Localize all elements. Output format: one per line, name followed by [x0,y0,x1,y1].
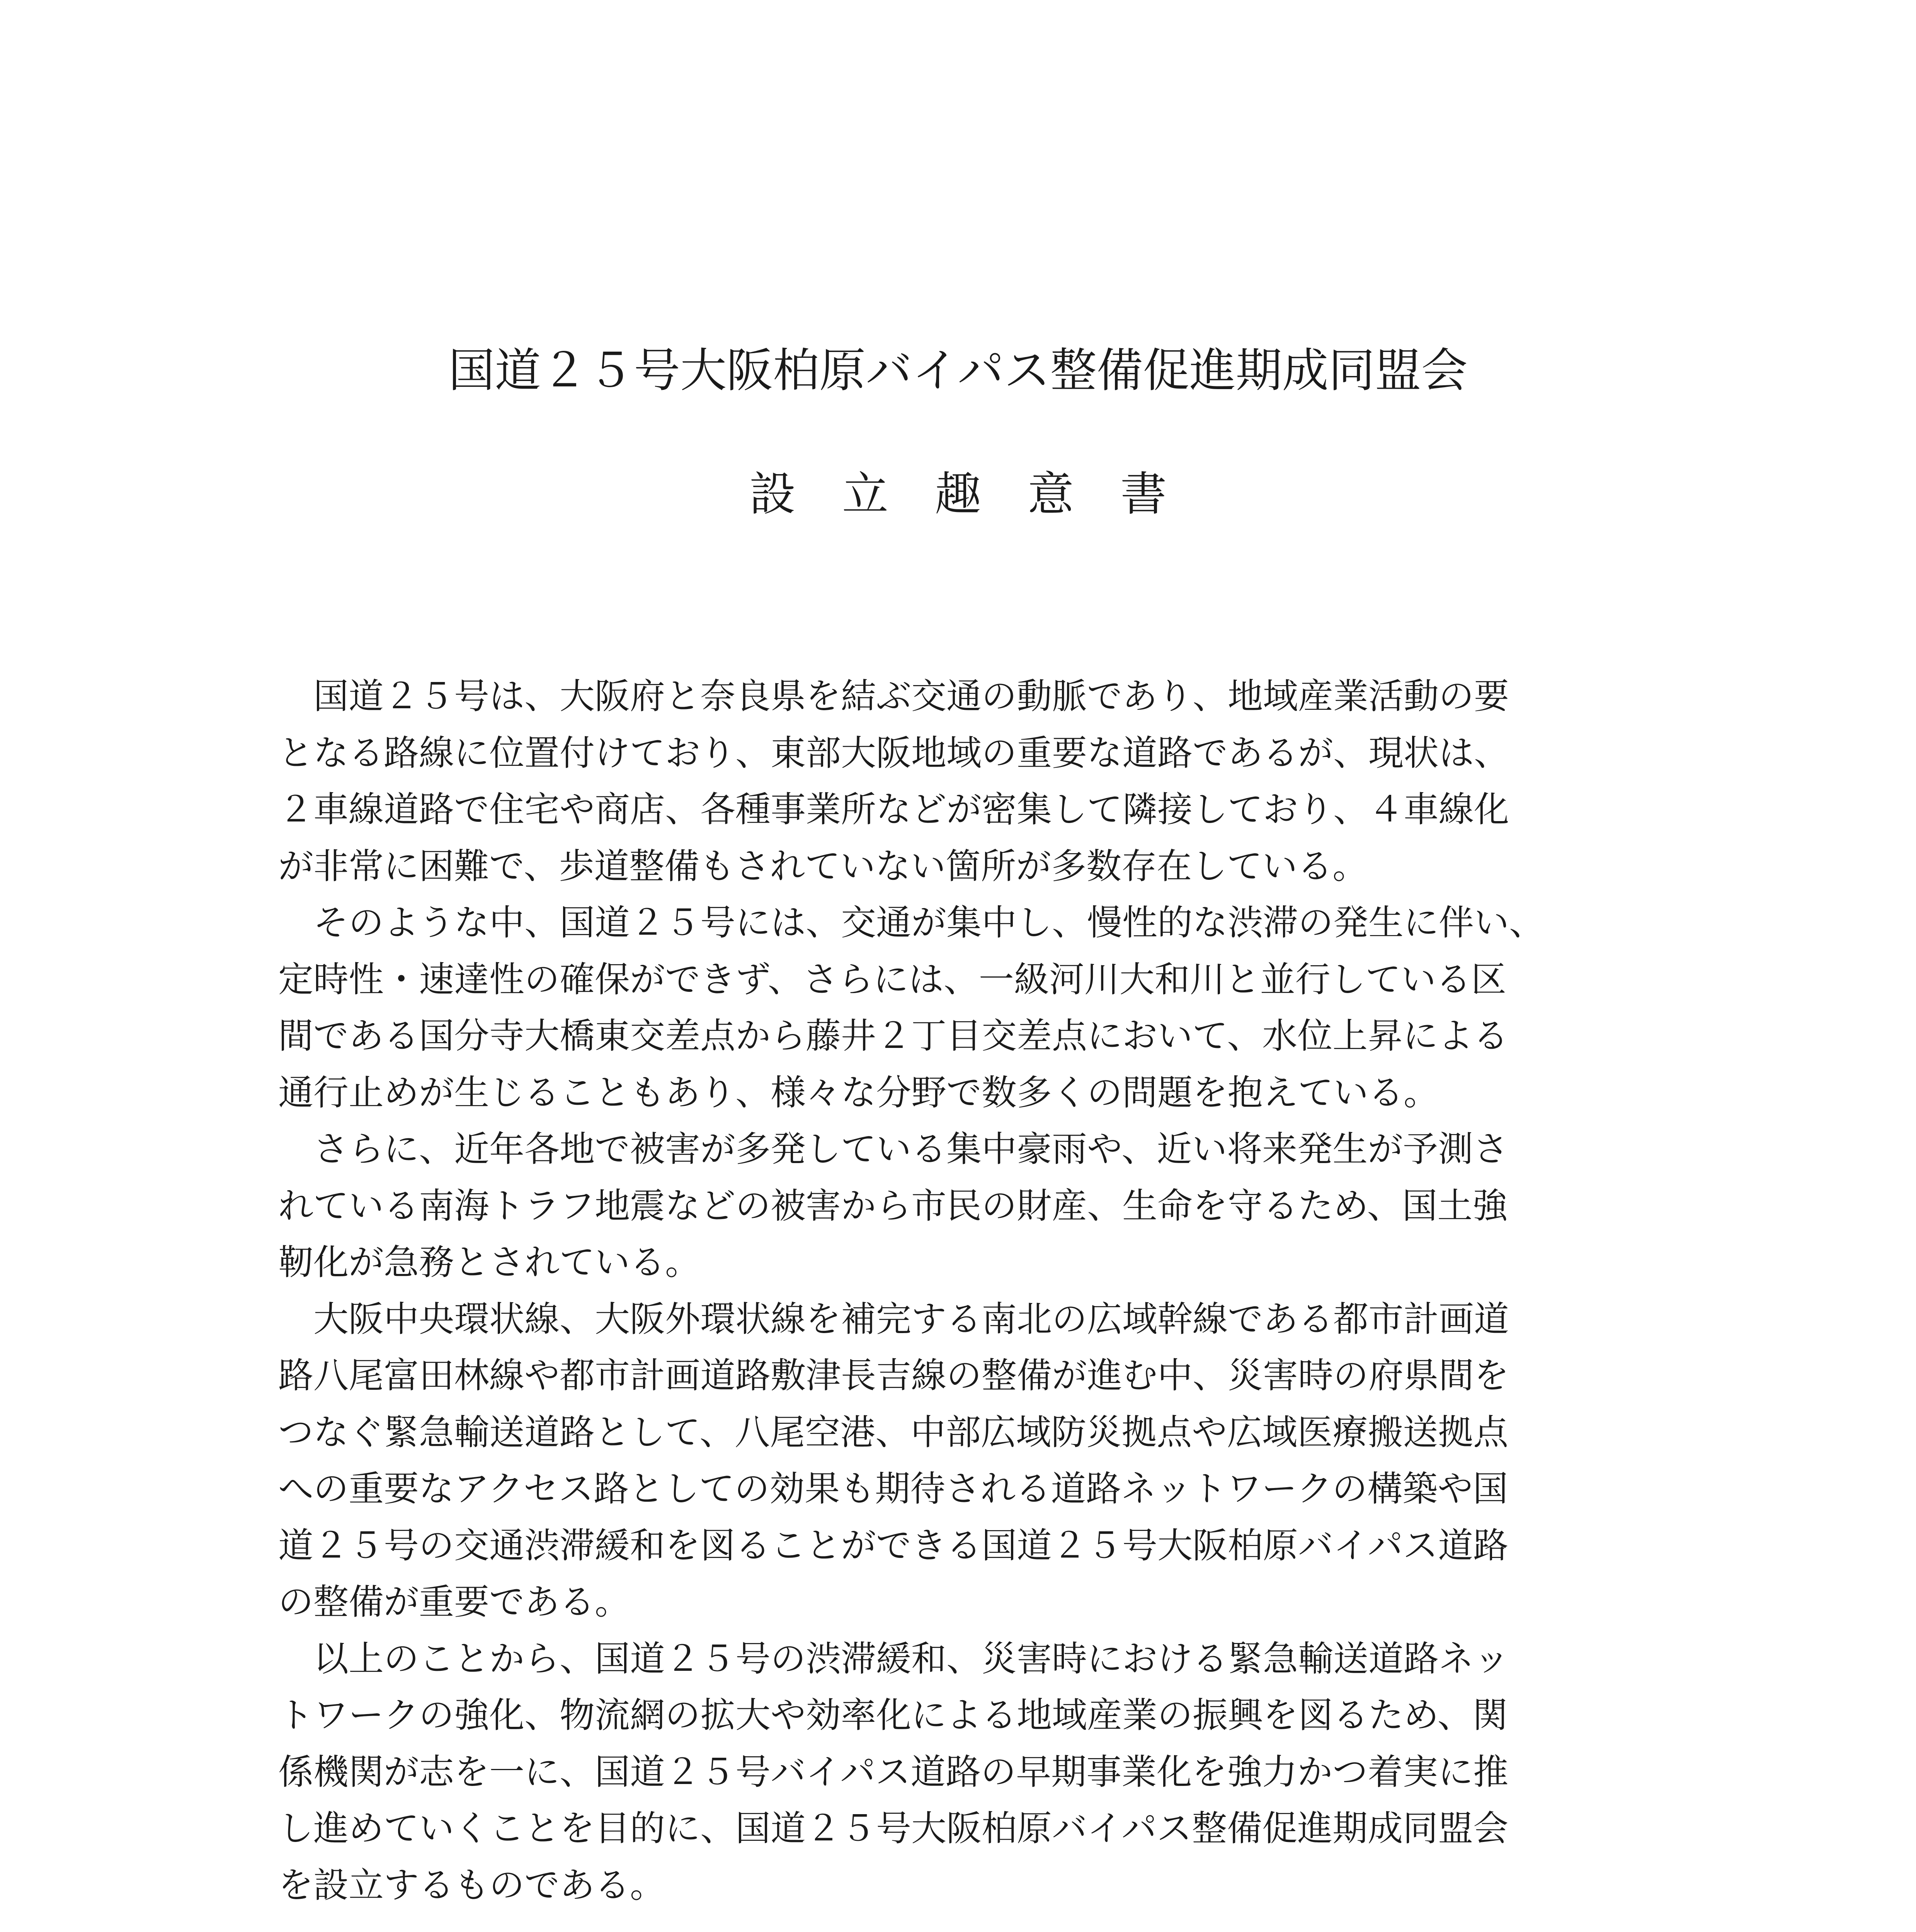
body-line: 路八尾富田林線や都市計画道路敷津長吉線の整備が進む中、災害時の府県間を [278,1355,1509,1396]
body-line: さらに、近年各地で被害が多発している集中豪雨や、近い将来発生が予測さ [278,1129,1509,1170]
body-line: の整備が重要である。 [278,1582,630,1622]
body-line: 間である国分寺大橋東交差点から藤井２丁目交差点において、水位上昇による [278,1016,1509,1056]
body-line: を設立するものである。 [278,1865,665,1906]
body-line: 係機関が志を一に、国道２５号バイパス道路の早期事業化を強力かつ着実に推 [278,1752,1509,1793]
body-line: となる路線に位置付けており、東部大阪地域の重要な道路であるが、現状は、 [278,733,1509,774]
body-line: 通行止めが生じることもあり、様々な分野で数多くの問題を抱えている。 [278,1072,1439,1113]
body-line: 大阪中央環状線、大阪外環状線を補完する南北の広域幹線である都市計画道 [278,1299,1509,1340]
body-line: つなぐ緊急輸送道路として、八尾空港、中部広域防災拠点や広域医療搬送拠点 [278,1412,1509,1453]
body-line: 定時性・速達性の確保ができず、さらには、一級河川大和川と並行している区 [278,959,1506,1000]
body-line: トワークの強化、物流網の拡大や効率化による地域産業の振興を図るため、関 [278,1695,1508,1736]
body-line: への重要なアクセス路としての効果も期待される道路ネットワークの構築や国 [278,1469,1508,1509]
body-line: れている南海トラフ地震などの被害から市民の財産、生命を守るため、国土強 [278,1185,1508,1226]
body-line: ２車線道路で住宅や商店、各種事業所などが密集して隣接しており、４車線化 [278,789,1509,830]
document-title: 国道２５号大阪柏原バイパス整備促進期成同盟会 [448,344,1468,398]
document-subtitle: 設立趣意書 [749,468,1213,521]
body-line: 国道２５号は、大阪府と奈良県を結ぶ交通の動脈であり、地域産業活動の要 [278,676,1509,717]
body-line: 以上のことから、国道２５号の渋滞緩和、災害時における緊急輸送道路ネッ [278,1638,1509,1679]
body-line: そのような中、国道２５号には、交通が集中し、慢性的な渋滞の発生に伴い、 [278,903,1545,943]
document-body [278,668,1662,1914]
body-line: が非常に困難で、歩道整備もされていない箇所が多数存在している。 [278,846,1368,887]
body-line: 靭化が急務とされている。 [278,1242,701,1283]
body-line: 道２５号の交通渋滞緩和を図ることができる国道２５号大阪柏原バイパス道路 [278,1525,1509,1566]
body-line: し進めていくことを目的に、国道２５号大阪柏原バイパス整備促進期成同盟会 [278,1808,1509,1849]
